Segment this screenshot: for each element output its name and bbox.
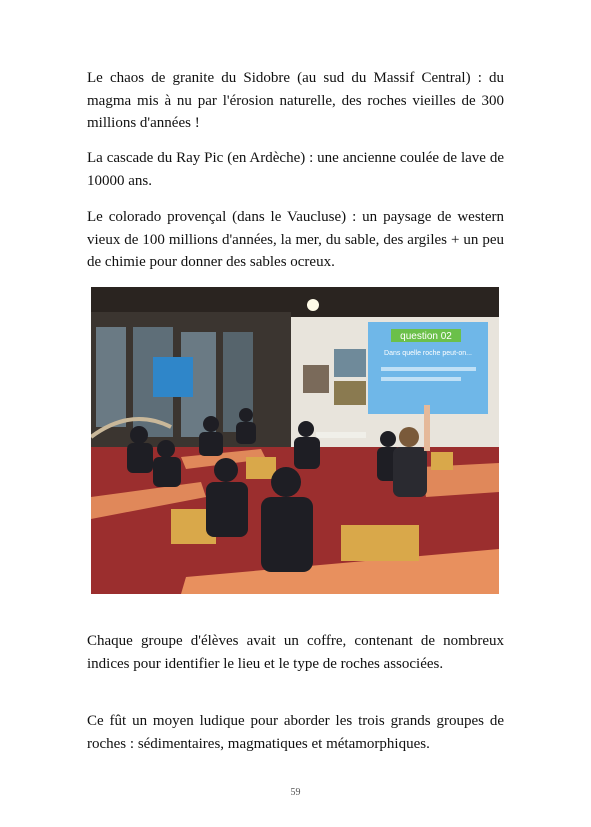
paragraph-coffre: Chaque groupe d'élèves avait un coffre, contenant de nombreux indices pour identifier le lieu et le type de roches associées. — [87, 633, 504, 672]
classroom-photo — [91, 287, 499, 594]
screen-title: question 02 — [400, 331, 452, 342]
paragraph-sidobre: Le chaos de granite du Sidobre (au sud du Massif Central) : du magma mis à nu par l'érosion naturelle, des roches vieilles de 300 millions d'années ! — [87, 70, 504, 131]
paragraph-ray-pic: La cascade du Ray Pic (en Ardèche) : une ancienne coulée de lave de 10000 ans. — [87, 150, 504, 189]
ceiling-light — [307, 299, 319, 311]
page-number: 59 — [290, 787, 301, 798]
paragraph-colorado-provencal: Le colorado provençal (dans le Vaucluse) : un paysage de western vieux de 100 millions d'années, la mer, du sable, des argiles + un peu de chimie pour donner des sables ocreux. — [87, 209, 504, 270]
paragraph-groupes-roches: Ce fût un moyen ludique pour aborder les trois grands groupes de roches : sédimentaires, magmatiques et métamorphiques. — [87, 713, 504, 752]
screen-subtitle: Dans quelle roche peut-on... — [384, 350, 472, 357]
classroom-illustration — [91, 287, 499, 594]
student-raised-hand — [399, 427, 419, 447]
